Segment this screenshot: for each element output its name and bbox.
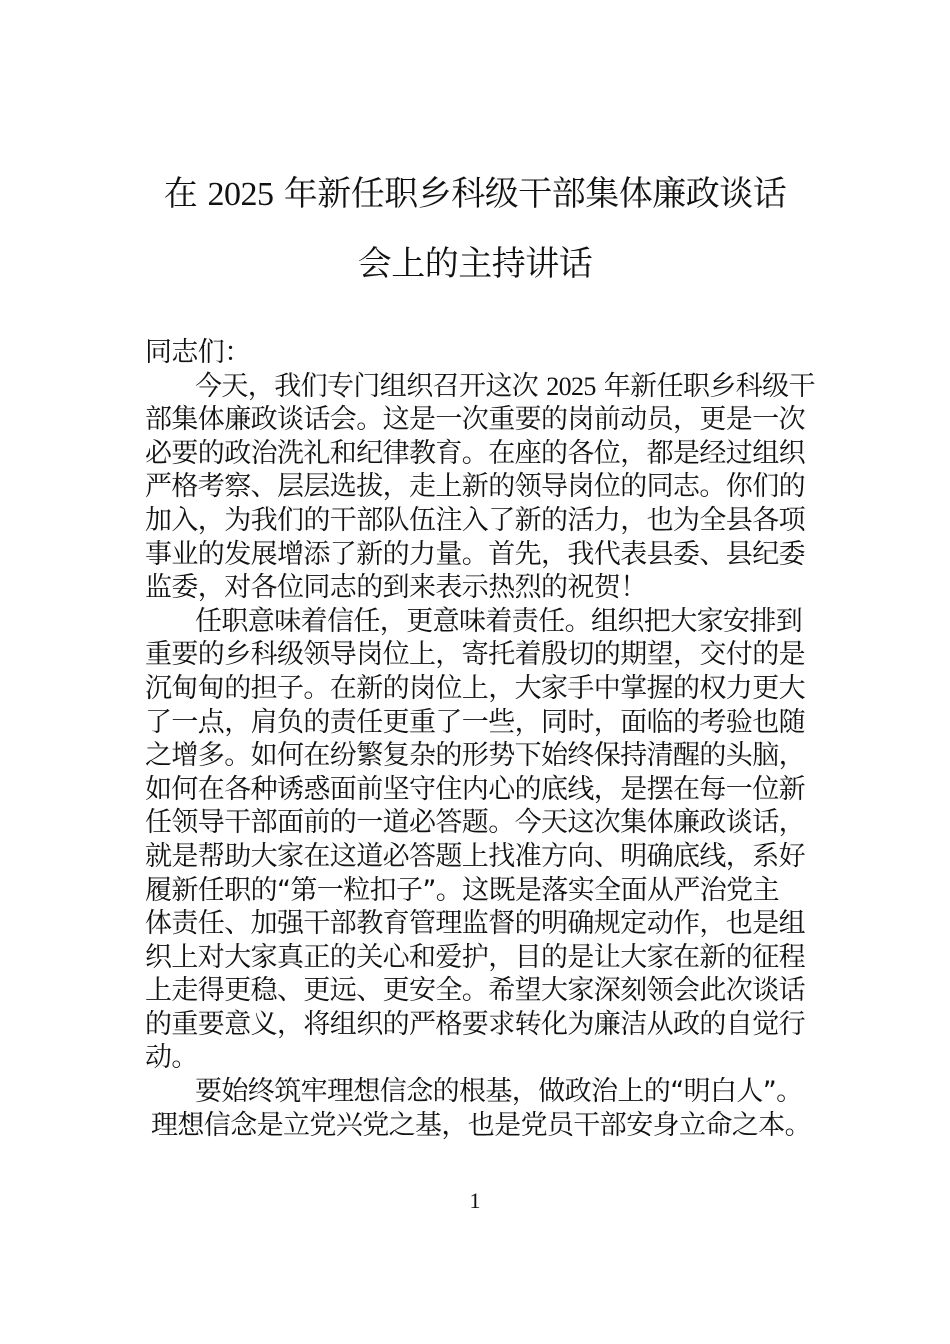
- p1-line1-prefix: 今天，我们专门组织召开这次: [195, 370, 547, 402]
- p1-line1-year: 2025: [546, 371, 596, 401]
- paragraph-2-line: 如何在各种诱惑面前坚守住内心的底线，是摆在每一位新: [145, 773, 805, 805]
- paragraph-3-line: 理想信念是立党兴党之基，也是党员干部安身立命之本。: [151, 1109, 811, 1141]
- title-year: 2025: [207, 176, 274, 213]
- paragraph-2-line: 动。: [145, 1042, 198, 1074]
- paragraph-2-line: 沉甸甸的担子。在新的岗位上，大家手中掌握的权力更大: [145, 672, 805, 704]
- document-title-line-2: 会上的主持讲话: [357, 244, 593, 284]
- paragraph-1-line: 严格考察、层层选拔，走上新的领导岗位的同志。你们的: [145, 471, 805, 503]
- paragraph-2-line: 履新任职的“第一粒扣子”。这既是落实全面从严治党主: [145, 874, 779, 906]
- paragraph-2-line: 体责任、加强干部教育管理监督的明确规定动作，也是组: [145, 908, 805, 940]
- paragraph-2-line: 任领导干部面前的一道必答题。今天这次集体廉政谈话，: [145, 807, 805, 839]
- title-prefix: 在: [163, 174, 208, 214]
- paragraph-2-line: 的重要意义，将组织的严格要求转化为廉洁从政的自觉行: [145, 1008, 805, 1040]
- title-suffix: 年新任职乡科级干部集体廉政谈话: [273, 174, 787, 214]
- paragraph-2-line: 重要的乡科级领导岗位上，寄托着殷切的期望，交付的是: [145, 639, 805, 671]
- paragraph-2-line: 任职意味着信任，更意味着责任。组织把大家安排到: [195, 605, 803, 637]
- paragraph-2-line: 上走得更稳、更远、更安全。希望大家深刻领会此次谈话: [145, 975, 805, 1007]
- document-body: [145, 336, 815, 1142]
- salutation: 同志们：: [145, 337, 251, 368]
- paragraph-1-line: 部集体廉政谈话会。这是一次重要的岗前动员，更是一次: [145, 404, 805, 436]
- paragraph-1-line: 事业的发展增添了新的力量。首先，我代表县委、县纪委: [145, 538, 805, 570]
- paragraph-1-line-1: [145, 370, 815, 404]
- paragraph-1-line: 加入，为我们的干部队伍注入了新的活力，也为全县各项: [145, 504, 805, 536]
- paragraph-3-line: 要始终筑牢理想信念的根基，做政治上的“明白人”。: [195, 1076, 803, 1108]
- paragraph-1-line: 必要的政治洗礼和纪律教育。在座的各位，都是经过组织: [145, 437, 805, 469]
- paragraph-2-line: 织上对大家真正的关心和爱护，目的是让大家在新的征程: [145, 941, 805, 973]
- page-number: 1: [469, 1188, 481, 1213]
- p1-line1-suffix: 年新任职乡科级干: [595, 370, 815, 402]
- paragraph-2-line: 就是帮助大家在这道必答题上找准方向、明确底线，系好: [145, 840, 805, 872]
- paragraph-2-line: 之增多。如何在纷繁复杂的形势下始终保持清醒的头脑，: [145, 740, 805, 772]
- paragraph-1-line: 监委，对各位同志的到来表示热烈的祝贺！: [145, 572, 647, 604]
- document-title-line-1: [100, 174, 850, 215]
- paragraph-2-line: 了一点，肩负的责任更重了一些，同时，面临的考验也随: [145, 706, 805, 738]
